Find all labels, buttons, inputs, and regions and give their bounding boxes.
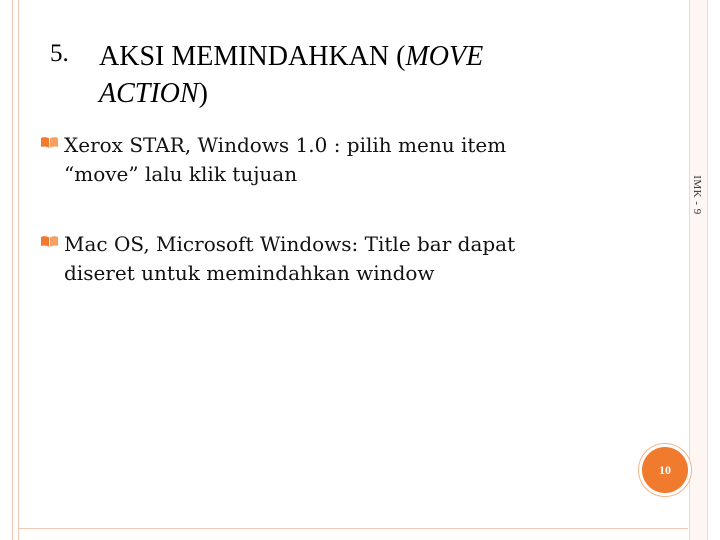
open-book-icon — [40, 235, 59, 248]
open-book-icon — [40, 136, 59, 149]
side-label: IMK - 9 — [691, 175, 703, 215]
page-number: 10 — [659, 462, 671, 477]
bullet-line: Mac OS, Microsoft Windows: Title bar dapat — [64, 232, 516, 256]
page-number-badge — [642, 447, 688, 493]
title-italic-move: MOVE — [405, 41, 484, 72]
title-number: 5. — [50, 40, 69, 67]
bullet-text — [64, 230, 515, 288]
slide-title — [99, 38, 619, 112]
bullet-text — [64, 131, 506, 189]
right-margin-band — [690, 0, 707, 540]
title-main-text: AKSI MEMINDAHKAN ( — [99, 41, 406, 72]
title-close-paren: ) — [198, 78, 208, 109]
bullet-line: “move” lalu klik tujuan — [64, 162, 298, 186]
frame-line-left-inner — [18, 0, 19, 540]
frame-line-bottom — [18, 528, 688, 529]
bullet-line: diseret untuk memindahkan window — [64, 261, 435, 285]
bullet-line: Xerox STAR, Windows 1.0 : pilih menu item — [64, 133, 507, 157]
title-italic-action: ACTION — [99, 78, 199, 109]
frame-line-right-outer — [707, 0, 708, 540]
frame-line-left-outer — [12, 0, 13, 540]
